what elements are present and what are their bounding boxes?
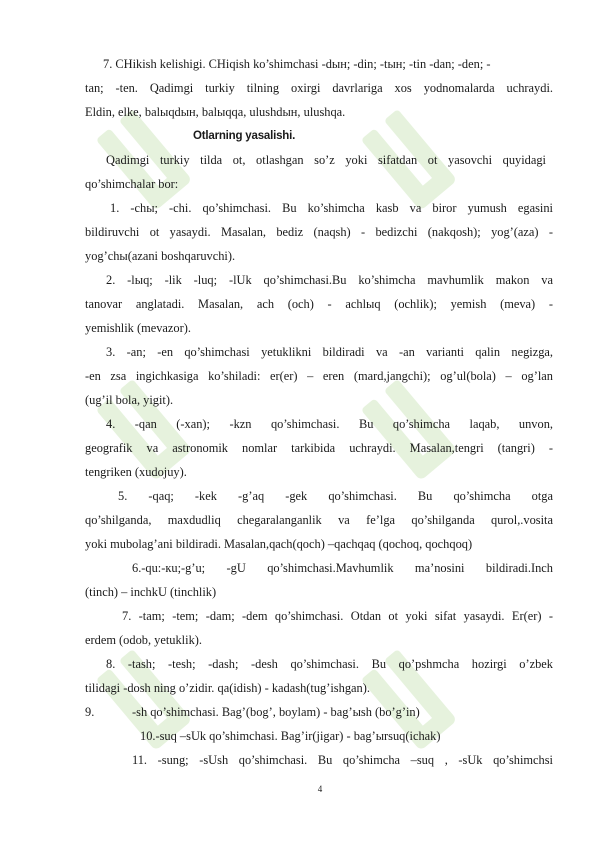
text-line: Qadimgi turkiy tilda ot, otlashgan so’z yoki sifatdan ot yasovchi quyidagi: [106, 153, 546, 167]
text-line: geografik va astronomik nomlar tarkibida uchraydi. Masalan,tengri (tangri) -: [85, 441, 553, 455]
text-line: 4. -qan (-xan); -kzn qo’shimchasi. Bu qo’shimcha laqab, unvon,: [106, 417, 553, 431]
text-line: bildiruvchi ot yasaydi. Masalan, bediz (naqsh) - bedizchi (nakqosh); yog’(aza) -: [85, 225, 553, 239]
text-line: tengriken (xudojuy).: [85, 465, 187, 479]
text-line: 6.-qu:-кu;-g’u; -gU qo’shimchasi.Mavhumlik ma’nosini bildiradi.Inch: [132, 561, 553, 575]
text-line: yog’chы(azani boshqaruvchi).: [85, 249, 236, 263]
text-line: -en zsa ingichkasiga ko’shiladi: er(er) – eren (mard,jangchi); og’ul(bola) – og’lan: [85, 369, 553, 383]
text-line: -sh qo’shimchasi. Bag’(bog’, boylam) - bag’ыsh (bo’g’in): [132, 705, 420, 719]
text-line: qo’shilganda, maxdudliq chegaralanganlik va fe’lga qo’shilganda qurol,.vosita: [85, 513, 553, 527]
text-line: erdem (odob, yetuklik).: [85, 633, 202, 647]
text-line: tan; -ten. Qadimgi turkiy tilning oxirgi davrlariga xos yodnomalarda uchraydi.: [85, 81, 553, 95]
section-heading: Otlarning yasalishi.: [193, 130, 296, 142]
text-line: yemishlik (mevazor).: [85, 321, 191, 335]
text-line: yoki mubolag’ani bildiradi. Masalan,qach(qoch) –qachqaq (qochoq, qochqoq): [85, 537, 473, 551]
text-line: 10.-suq –sUk qo’shimchasi. Bag’ir(jigar) - bag’ыrsuq(ichak): [140, 729, 441, 743]
text-line: 7. CHikish kelishigi. CHiqish ko’shimchasi -dын; -din; -tын; -tin -dan; -den; -: [103, 57, 491, 71]
watermark-logo: [95, 600, 235, 800]
text-line: 7. -tam; -tem; -dam; -dem qo’shimchasi. Otdan ot yoki sifat yasaydi. Er(er) -: [122, 609, 553, 623]
text-line: qo’shimchalar bor:: [85, 177, 179, 191]
text-line: tanovar anglatadi. Masalan, ach (och) - achlыq (ochlik); yemish (meva) -: [85, 297, 553, 311]
text-line: (tinch) – inchkU (tinchlik): [85, 585, 217, 599]
list-number: 9.: [85, 705, 95, 719]
page-number: 4: [317, 784, 323, 794]
text-line: 8. -tash; -tesh; -dash; -desh qo’shimchasi. Bu qo’pshmcha hozirgi o’zbek: [106, 657, 553, 671]
text-line: tilidagi -dosh ning o’zidir. qa(idish) - kadash(tug’ishgan).: [85, 681, 370, 695]
text-line: 3. -an; -en qo’shimchasi yetuklikni bildiradi va -an varianti qalin negizga,: [106, 345, 553, 359]
text-line: (ug’il bola, yigit).: [85, 393, 174, 407]
text-line: Eldin, elke, balыqdын, balыqqa, ulushdын, ulushqa.: [85, 105, 346, 119]
text-line: 1. -chы; -chi. qo’shimchasi. Bu ko’shimcha kasb va biror yumush egasini: [110, 201, 553, 215]
text-line: 5. -qaq; -kek -g’aq -gek qo’shimchasi. Bu qo’shimcha otga: [118, 489, 553, 503]
watermark-logo: [360, 600, 500, 800]
text-line: 2. -lыq; -lik -luq; -lUk qo’shimchasi.Bu ko’shimcha mavhumlik makon va: [106, 273, 553, 287]
text-line: 11. -sung; -sUsh qo’shimchasi. Bu qo’shimcha –suq , -sUk qo’shimchsi: [132, 753, 553, 767]
